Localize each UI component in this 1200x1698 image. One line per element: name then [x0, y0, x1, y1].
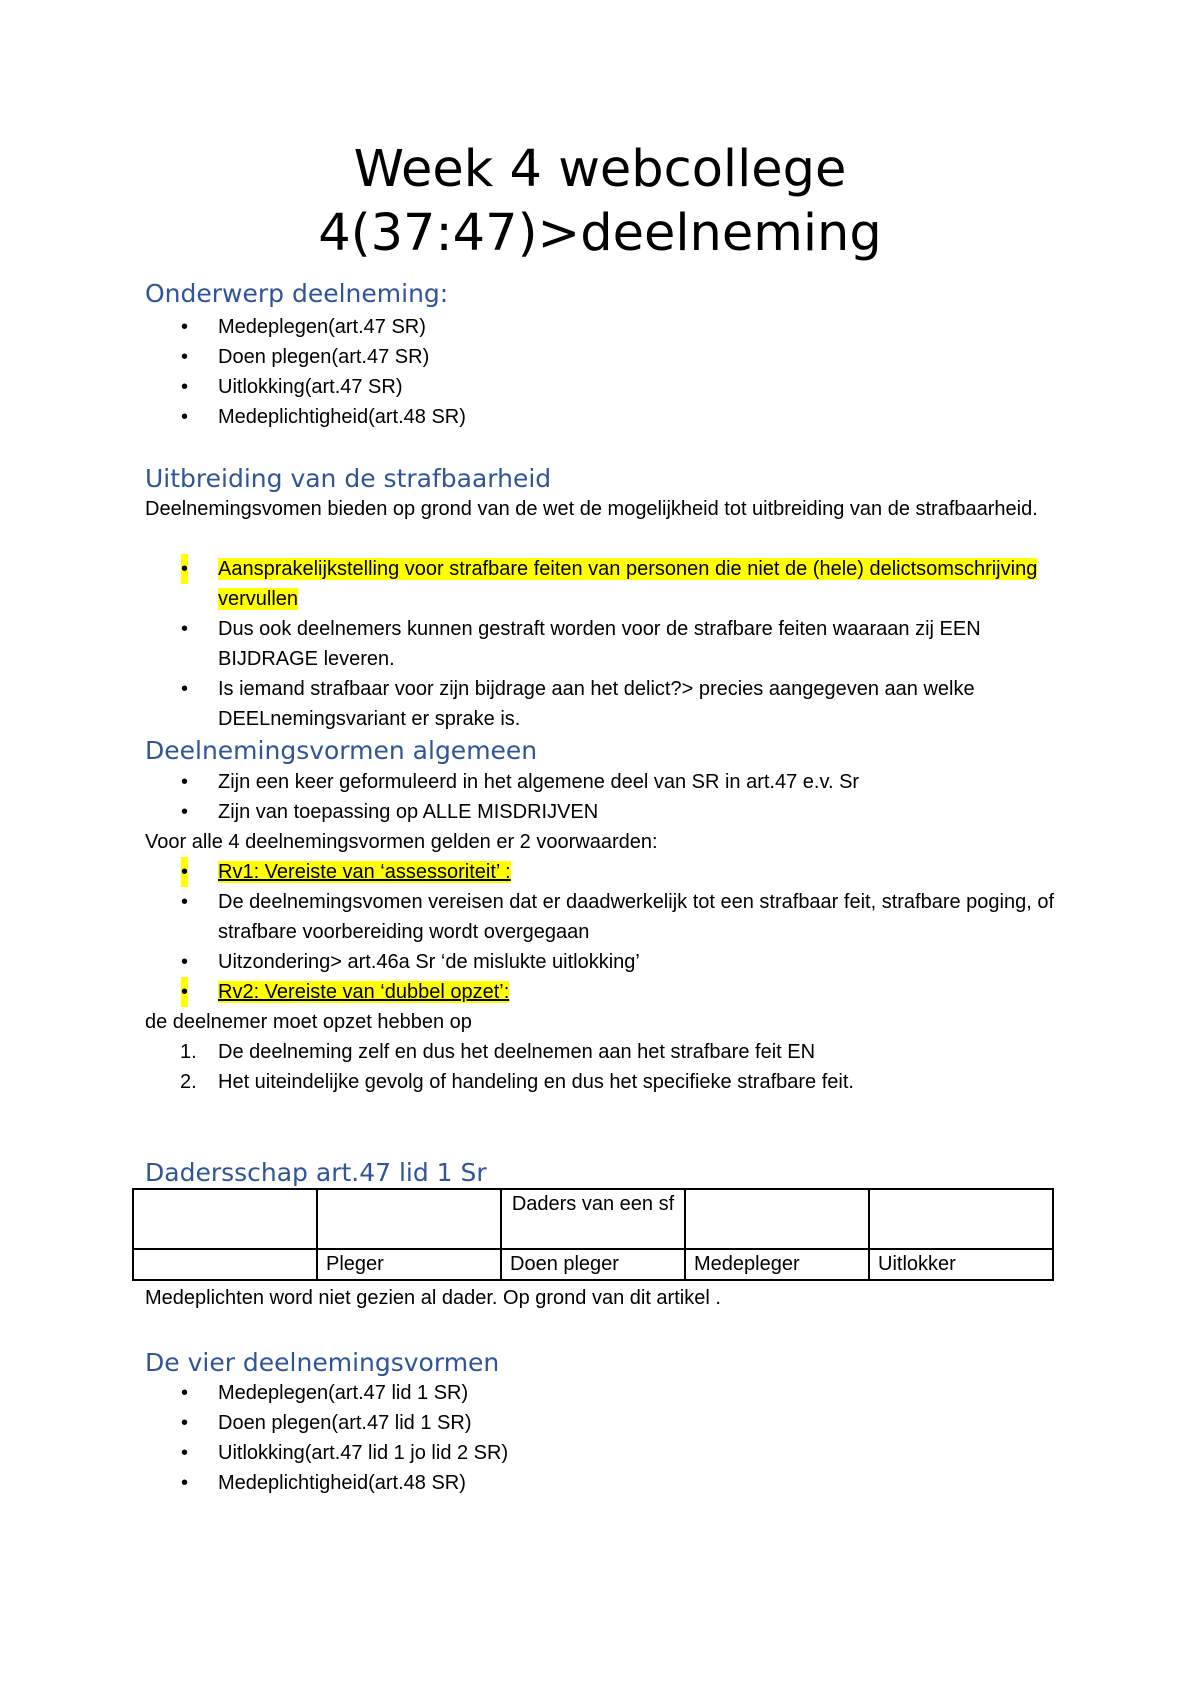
highlighted-text: Rv2: Vereiste van ‘dubbel opzet’: [218, 981, 510, 1003]
heading-dadersschap: Dadersschap art.47 lid 1 Sr [145, 1158, 487, 1187]
bullet-icon: • [181, 1472, 189, 1494]
table-cell [317, 1189, 501, 1249]
table-row [133, 1189, 1053, 1249]
list-item [145, 312, 1075, 342]
table-cell [133, 1189, 317, 1249]
list-item [145, 372, 1075, 402]
bullet-icon: • [181, 376, 189, 398]
bullet-icon: • [181, 951, 189, 973]
list-item [145, 1037, 1075, 1067]
bullet-icon: • [181, 1442, 189, 1464]
heading-uitbreiding: Uitbreiding van de strafbaarheid [145, 464, 552, 493]
highlighted-text: Rv1: Vereiste van ‘assessoriteit’ : [218, 861, 511, 883]
table-cell: Medepleger [685, 1249, 869, 1280]
bullet-icon: • [181, 801, 189, 823]
list-item [145, 1067, 1075, 1097]
bullet-icon: • [181, 1382, 189, 1404]
bullet-icon: • [181, 771, 189, 793]
list-uitbreiding [145, 554, 1075, 734]
bullet-icon: • [181, 406, 189, 428]
list-item [145, 1408, 1075, 1438]
bullet-icon: • [181, 316, 189, 338]
list-item-text: Zijn een keer geformuleerd in het algemene deel van SR in art.47 e.v. Sr [218, 771, 860, 793]
table-cell [685, 1189, 869, 1249]
table-cell [133, 1249, 317, 1280]
list-item-text: Medeplichtigheid(art.48 SR) [218, 1472, 466, 1494]
title-line-2: 4(37:47)>deelneming [318, 204, 882, 263]
list-item-text: Uitzondering> art.46a Sr ‘de mislukte uitlokking’ [218, 951, 640, 973]
bullet-icon: • [181, 554, 188, 584]
table-cell: Daders van een sf [501, 1189, 685, 1249]
list-item-text: Medeplegen(art.47 lid 1 SR) [218, 1382, 469, 1404]
paragraph-voorwaarden: Voor alle 4 deelnemingsvormen gelden er 2 voorwaarden: [145, 831, 658, 853]
bullet-icon: • [181, 618, 189, 640]
daders-table [132, 1188, 1054, 1281]
list-item [145, 1378, 1075, 1408]
heading-onderwerp: Onderwerp deelneming: [145, 279, 449, 308]
numbered-list [145, 1037, 1075, 1097]
list-item-text: Uitlokking(art.47 lid 1 jo lid 2 SR) [218, 1442, 509, 1464]
list-item-text: Is iemand strafbaar voor zijn bijdrage aan het delict?> precies aangegeven aan welke DEELnemingsvariant er sprake is. [218, 678, 975, 730]
list-onderwerp [145, 312, 1075, 432]
bullet-icon: • [181, 346, 189, 368]
bullet-icon: • [181, 977, 188, 1007]
table-cell: Doen pleger [501, 1249, 685, 1280]
list-item-text: Medeplichtigheid(art.48 SR) [218, 406, 466, 428]
list-item-text: Zijn van toepassing op ALLE MISDRIJVEN [218, 801, 599, 823]
list-number: 2. [180, 1071, 197, 1093]
list-item [145, 1438, 1075, 1468]
list-vier-vormen [145, 1378, 1075, 1498]
list-item [145, 342, 1075, 372]
table-row [133, 1249, 1053, 1280]
list-item-text: De deelnemingsvomen vereisen dat er daadwerkelijk tot een strafbaar feit, strafbare poging, of strafbare voorbereiding wordt overgegaan [218, 891, 1055, 943]
list-item [145, 554, 1075, 614]
bullet-icon: • [181, 678, 189, 700]
heading-vier-vormen: De vier deelnemingsvormen [145, 1348, 500, 1377]
list-item [145, 614, 1075, 674]
table-cell: Uitlokker [869, 1249, 1053, 1280]
list-item-text: Uitlokking(art.47 SR) [218, 376, 403, 398]
list-item [145, 857, 1075, 887]
list-voorwaarden [145, 857, 1075, 1007]
list-item-text: Doen plegen(art.47 SR) [218, 346, 430, 368]
paragraph-opzet: de deelnemer moet opzet hebben op [145, 1011, 472, 1033]
paragraph-medeplichten: Medeplichten word niet gezien al dader. Op grond van dit artikel . [145, 1287, 721, 1309]
list-item-text: Dus ook deelnemers kunnen gestraft worden voor de strafbare feiten waaraan zij EEN BIJDRAGE leveren. [218, 618, 981, 670]
list-item [145, 402, 1075, 432]
heading-algemeen: Deelnemingsvormen algemeen [145, 736, 538, 765]
list-item [145, 947, 1075, 977]
list-item [145, 797, 1075, 827]
list-item [145, 1468, 1075, 1498]
list-item [145, 674, 1075, 734]
list-item-text: De deelneming zelf en dus het deelnemen aan het strafbare feit EN [218, 1041, 816, 1063]
table-cell [869, 1189, 1053, 1249]
list-item-text: Medeplegen(art.47 SR) [218, 316, 426, 338]
list-item-text: Het uiteindelijke gevolg of handeling en dus het specifieke strafbare feit. [218, 1071, 854, 1093]
bullet-icon: • [181, 891, 189, 913]
list-item-text: Doen plegen(art.47 lid 1 SR) [218, 1412, 472, 1434]
highlighted-text: Aansprakelijkstelling voor strafbare feiten van personen die niet de (hele) delictsomschrijving vervullen [218, 558, 1038, 610]
bullet-icon: • [181, 1412, 189, 1434]
bullet-icon: • [181, 857, 188, 887]
list-item [145, 767, 1075, 797]
list-algemeen [145, 767, 1075, 827]
table-cell: Pleger [317, 1249, 501, 1280]
title-line-1: Week 4 webcollege [353, 140, 847, 199]
paragraph-uitbreiding: Deelnemingsvomen bieden op grond van de wet de mogelijkheid tot uitbreiding van de strafbaarheid. [145, 498, 1038, 520]
list-item [145, 977, 1075, 1007]
list-number: 1. [180, 1041, 197, 1063]
list-item [145, 887, 1075, 947]
document-title [0, 138, 1200, 266]
